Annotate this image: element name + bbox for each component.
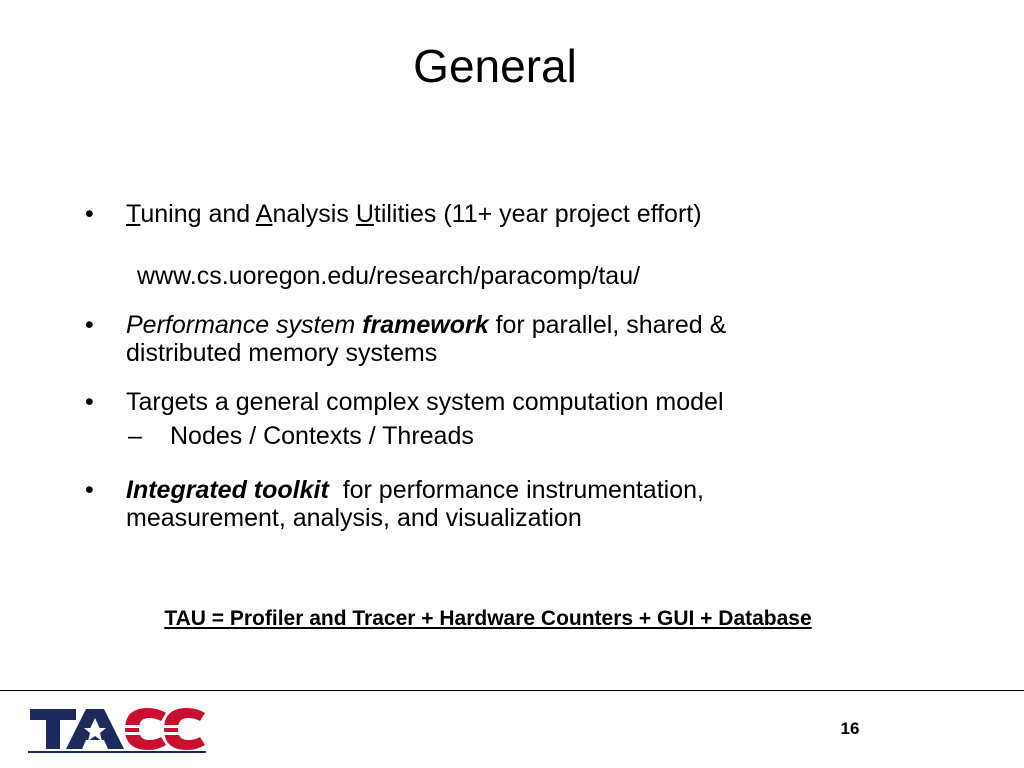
page-number: 16 [840,719,860,738]
logo-letter-c1 [125,708,166,750]
bold-italic-text: framework [362,311,489,339]
bullet-marker: • [85,311,94,339]
text-part: for parallel, shared & distributed memory systems [126,311,727,367]
bullet-item-targets [85,388,845,416]
bold-italic-text: Integrated toolkit [126,476,329,504]
logo-base-line [28,751,206,753]
text-part: tilities (11+ year project effort) [373,200,702,228]
footer-rule [0,690,1024,691]
bullet-text: Targets a general complex system computation model [126,388,724,416]
italic-text: Performance system [126,311,363,339]
initial-a: A [255,200,273,228]
bullet-item-toolkit [85,476,845,532]
text-part: uning and [140,200,256,228]
bullet-marker: • [85,200,94,228]
bullet-text [126,476,806,532]
tacc-logo [28,705,206,753]
bullet-marker: • [85,476,94,504]
sub-bullet-item [128,422,828,450]
bullet-text [126,311,826,367]
bullet-text [126,200,845,228]
slide-title: General [413,40,577,92]
tau-url: www.cs.uoregon.edu/research/paracomp/tau/ [137,262,641,290]
text-part: for performance instrumentation, measurement, analysis, and visualization [126,476,711,532]
bullet-item-framework [85,311,845,367]
logo-stripe [124,725,206,728]
logo-stripe [124,732,206,735]
initial-t: T [126,200,141,228]
logo-letter-c2 [164,708,205,750]
text-part: nalysis [272,200,356,228]
initial-u: U [355,200,374,228]
bullet-marker: • [85,388,94,416]
bullet-item-tau-definition [85,200,845,228]
summary-line: TAU = Profiler and Tracer + Hardware Counters + GUI + Database [164,607,812,630]
sub-bullet-marker: – [128,422,142,450]
sub-bullet-text: Nodes / Contexts / Threads [170,422,474,450]
